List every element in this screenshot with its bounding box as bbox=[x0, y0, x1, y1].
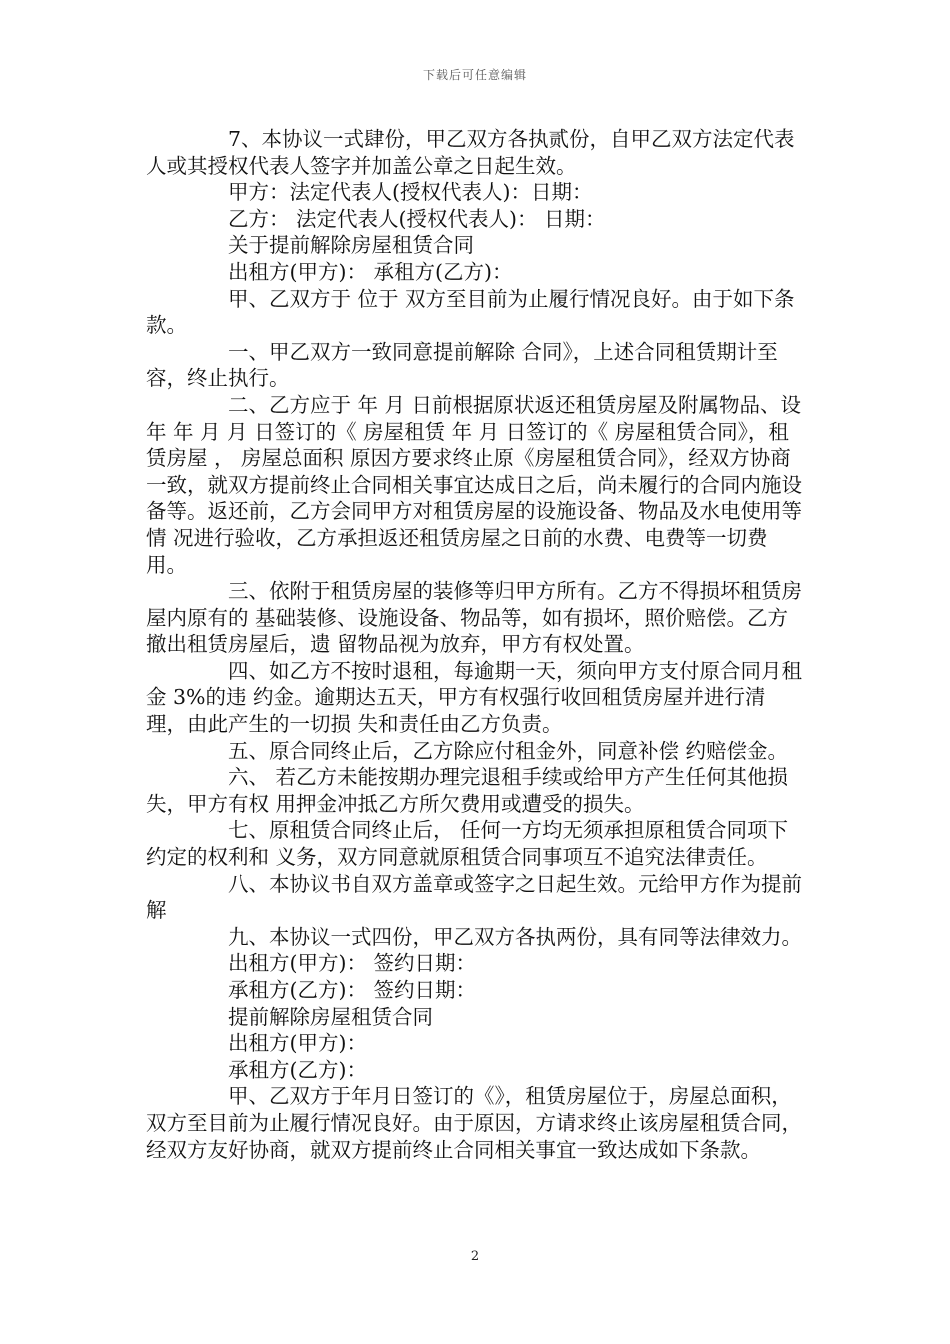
paragraph: 七、原租赁合同终止后， 任何一方均无须承担原租赁合同项下约定的权利和 义务，双方同意就原租赁合同事项互不追究法律责任。 bbox=[146, 818, 789, 870]
paragraph: 关于提前解除房屋租赁合同 bbox=[228, 233, 474, 258]
paragraph: 提前解除房屋租赁合同 bbox=[228, 1004, 433, 1029]
paragraph: 甲方：法定代表人(授权代表人)：日期： bbox=[228, 180, 593, 205]
document-body bbox=[146, 126, 806, 1163]
paragraph: 7、本协议一式肆份，甲乙双方各执贰份，自甲乙双方法定代表人或其授权代表人签字并加盖公章之日起生效。 bbox=[146, 127, 795, 178]
paragraph: 甲、乙双方于 位于 双方至目前为止履行情况良好。由于如下条款。 bbox=[146, 286, 795, 338]
paragraph: 出租方(甲方)： 承租方(乙方)： bbox=[228, 259, 513, 284]
paragraph: 乙方： 法定代表人(授权代表人)： 日期： bbox=[228, 206, 606, 231]
paragraph: 四、如乙方不按时退租，每逾期一天，须向甲方支付原合同月租金 3%的违 约金。逾期达五天，甲方有权强行收回租赁房屋并进行清理，由此产生的一切损 失和责任由乙方负责。 bbox=[146, 658, 802, 737]
page-number: 2 bbox=[470, 1249, 480, 1264]
paragraph: 三、依附于租赁房屋的装修等归甲方所有。乙方不得损坏租赁房屋内原有的 基础装修、设施设备、物品等，如有损坏，照价赔偿。乙方撤出租赁房屋后，遗 留物品视为放弃，甲方有权处置。 bbox=[146, 579, 802, 657]
paragraph: 一、甲乙双方一致同意提前解除 合同》，上述合同租赁期计至 容，终止执行。 bbox=[146, 339, 778, 391]
paragraph: 承租方(乙方)： bbox=[228, 1057, 367, 1082]
paragraph: 出租方(甲方)： bbox=[228, 1031, 367, 1056]
paragraph: 二、乙方应于 年 月 日前根据原状返还租赁房屋及附属物品、设 年 年 月 月 日签订的《 房屋租赁 年 月 日签订的《 房屋租赁合同》，租赁房屋 ， 房屋总面积 原因方要求终止原《房屋租赁合同》，经双方协商一致，就双方提前终止合同相关事宜达成日之后，尚未履行的合同内施设备等。返还前，乙方会同甲方对租赁房屋的设施设备、物品及水电使用等情 况进行验收，乙方承担返还租赁房屋之日前的水费、电费等一切费用。 bbox=[146, 392, 802, 577]
paragraph: 承租方(乙方)： 签约日期： bbox=[228, 978, 477, 1002]
paragraph: 甲、乙双方于年月日签订的《》，租赁房屋位于，房屋总面积，双方至目前为止履行情况良好。由于原因，方请求终止该房屋租赁合同，经双方友好协商，就双方提前终止合同相关事宜一致达成如下条款。 bbox=[146, 1084, 802, 1162]
paragraph: 九、本协议一式四份，甲乙双方各执两份，具有同等法律效力。 bbox=[228, 924, 802, 949]
page-header: 下载后可任意编辑 bbox=[422, 68, 527, 82]
paragraph: 五、原合同终止后，乙方除应付租金外，同意补偿 约赔偿金。 bbox=[228, 738, 789, 763]
paragraph: 出租方(甲方)： 签约日期： bbox=[228, 951, 477, 976]
paragraph: 六、 若乙方未能按期办理完退租手续或给甲方产生任何其他损失，甲方有权 用押金冲抵乙方所欠费用或遭受的损失。 bbox=[146, 765, 789, 816]
paragraph: 八、本协议书自双方盖章或签字之日起生效。元给甲方作为提前解 bbox=[146, 871, 802, 923]
